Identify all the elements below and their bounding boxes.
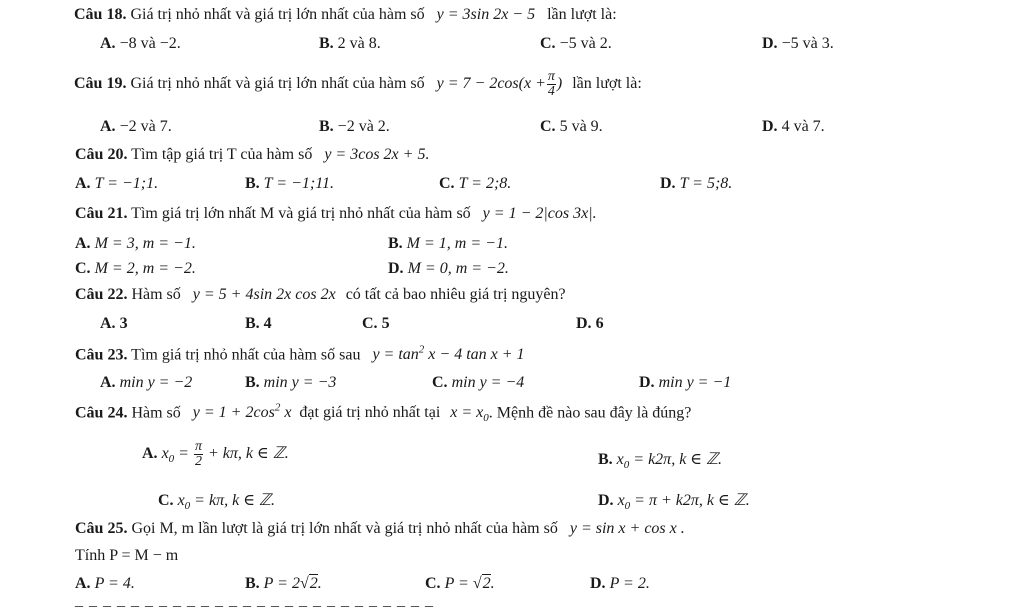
option-d[interactable] — [762, 35, 834, 53]
option-formula: P = 2√2. — [263, 575, 322, 592]
question-formula: y = 3cos 2x + 5. — [324, 146, 430, 163]
formula-superscript: 2 — [274, 402, 281, 414]
option-b[interactable] — [319, 35, 381, 53]
option-formula — [177, 492, 275, 513]
formula-part: y = tan — [372, 346, 419, 364]
option-b[interactable] — [245, 175, 334, 193]
formula-superscript: 2 — [418, 344, 425, 356]
question-text: Tìm giá trị nhỏ nhất của hàm số sau — [131, 346, 361, 364]
fraction-denominator: 2 — [194, 454, 202, 469]
option-label: C. — [439, 175, 455, 192]
option-label: A. — [100, 118, 116, 135]
option-d[interactable] — [762, 118, 825, 136]
option-text: −2 và 2. — [337, 118, 390, 135]
question-19 — [74, 70, 642, 99]
option-label: A. — [100, 315, 116, 332]
question-formula: y = sin x + cos x . — [569, 520, 685, 537]
option-label: A. — [75, 235, 91, 252]
question-24 — [75, 402, 691, 425]
option-label: A. — [75, 575, 91, 592]
option-d[interactable] — [388, 260, 509, 278]
question-number: Câu 21. — [75, 205, 128, 222]
question-number: Câu 24. — [75, 404, 128, 422]
option-label: D. — [598, 492, 614, 509]
option-b[interactable] — [245, 374, 336, 392]
option-c[interactable] — [75, 260, 196, 278]
option-text: min y = −2 — [119, 374, 193, 391]
option-a[interactable] — [75, 235, 196, 253]
option-c[interactable] — [425, 575, 495, 593]
question-number: Câu 19. — [74, 75, 127, 93]
option-label: D. — [660, 175, 676, 192]
formula-part: x — [617, 492, 625, 509]
option-b[interactable] — [245, 575, 322, 593]
option-b[interactable] — [319, 118, 390, 136]
option-label: C. — [158, 492, 174, 509]
question-text: Giá trị nhỏ nhất và giá trị lớn nhất của hàm số — [130, 75, 425, 93]
option-c[interactable] — [432, 374, 524, 392]
formula-part: x = x — [450, 404, 484, 422]
option-label: A. — [100, 35, 116, 52]
question-18 — [74, 6, 617, 24]
formula-part: x — [177, 492, 185, 509]
fraction-denominator: 4 — [547, 84, 555, 99]
option-formula — [616, 451, 723, 472]
option-text: −5 và 2. — [559, 35, 612, 52]
option-text: 4 — [263, 315, 272, 332]
formula-subscript: 0 — [184, 500, 191, 513]
option-text: M = 3, m = −1. — [94, 235, 196, 252]
option-label: D. — [639, 374, 655, 391]
option-text: 6 — [595, 315, 604, 332]
cut-off-next-line — [75, 592, 505, 609]
option-text: M = 2, m = −2. — [94, 260, 196, 277]
option-label: C. — [540, 35, 556, 52]
formula-part: = k2π, k ∈ ℤ. — [629, 451, 723, 468]
option-label: C. — [540, 118, 556, 135]
option-d[interactable] — [660, 175, 732, 193]
fraction — [194, 440, 203, 469]
option-text: T = −1;11. — [263, 175, 335, 192]
option-label: B. — [388, 235, 403, 252]
formula-part: . — [317, 575, 322, 592]
option-formula — [161, 439, 289, 469]
option-b[interactable] — [388, 235, 508, 253]
option-label: B. — [319, 35, 334, 52]
question-formula — [372, 346, 524, 363]
option-b[interactable] — [245, 315, 272, 333]
option-formula — [617, 492, 750, 513]
question-after: lần lượt là: — [547, 6, 617, 23]
question-number: Câu 23. — [75, 346, 128, 364]
option-text: min y = −3 — [263, 374, 337, 391]
formula-part: . — [490, 575, 495, 592]
option-d[interactable] — [598, 490, 750, 512]
question-number: Câu 20. — [75, 146, 128, 163]
option-text: −2 và 7. — [119, 118, 172, 135]
question-text: Tìm giá trị lớn nhất M và giá trị nhỏ nhất của hàm số — [131, 205, 471, 222]
question-text: Hàm số — [131, 286, 181, 303]
option-c[interactable] — [362, 315, 390, 333]
option-label: C. — [425, 575, 441, 592]
formula-part: x — [284, 404, 292, 422]
option-label: D. — [576, 315, 592, 332]
formula-part: = — [174, 445, 193, 463]
option-label: B. — [245, 374, 260, 391]
question-after-2: . Mệnh đề nào sau đây là đúng? — [488, 404, 692, 422]
cut-off-text: _ _ _ _ _ _ _ _ _ _ _ _ _ _ _ _ _ _ _ _ _ _ _ _ _ _ — [75, 592, 434, 609]
option-d[interactable] — [590, 575, 650, 593]
option-a[interactable] — [75, 175, 158, 193]
option-text: 5 — [381, 315, 390, 332]
option-text: M = 0, m = −2. — [407, 260, 509, 277]
option-b[interactable] — [598, 449, 722, 471]
option-a[interactable] — [100, 315, 128, 333]
option-c[interactable] — [158, 490, 275, 512]
option-text: T = 2;8. — [458, 175, 512, 192]
option-text: T = −1;1. — [94, 175, 159, 192]
formula-part: P = 2 — [263, 575, 300, 592]
formula-part: P = — [444, 575, 473, 592]
option-label: B. — [245, 315, 260, 332]
option-text: 4 và 7. — [781, 118, 825, 135]
option-label: A. — [142, 445, 158, 463]
question-after: đạt giá trị nhỏ nhất tại — [299, 404, 441, 422]
formula-part: x — [616, 451, 624, 468]
question-formula — [193, 404, 292, 421]
question-21 — [75, 205, 597, 223]
formula-subscript: 0 — [624, 500, 631, 513]
option-text: −8 và −2. — [119, 35, 181, 52]
fraction-numerator: π — [547, 69, 555, 84]
option-c[interactable] — [439, 175, 511, 193]
option-text: P = 4. — [94, 575, 135, 592]
option-c[interactable] — [540, 35, 612, 53]
option-label: A. — [100, 374, 116, 391]
formula-part: ) — [556, 75, 563, 93]
option-label: C. — [432, 374, 448, 391]
option-label: B. — [598, 451, 613, 468]
formula-subscript: 0 — [623, 459, 630, 472]
formula-part: = kπ, k ∈ ℤ. — [190, 492, 275, 509]
formula-subscript: 0 — [483, 412, 489, 425]
question-25 — [75, 520, 685, 538]
option-c[interactable] — [540, 118, 603, 136]
sqrt-radicand: 2 — [309, 575, 318, 592]
option-text: −5 và 3. — [781, 35, 834, 52]
question-text: Giá trị nhỏ nhất và giá trị lớn nhất của hàm số — [130, 6, 425, 23]
formula-part: = π + k2π, k ∈ ℤ. — [630, 492, 750, 509]
option-a[interactable] — [100, 374, 192, 392]
formula-part: + kπ, k ∈ ℤ. — [203, 445, 289, 463]
option-a[interactable] — [142, 440, 289, 469]
option-label: C. — [362, 315, 378, 332]
option-d[interactable] — [576, 315, 604, 333]
option-text: 5 và 9. — [559, 118, 603, 135]
question-formula: y = 1 − 2|cos 3x|. — [482, 205, 597, 222]
option-label: D. — [388, 260, 404, 277]
option-label: D. — [762, 35, 778, 52]
question-22 — [75, 286, 566, 304]
option-text: P = 2. — [609, 575, 650, 592]
formula-part: y = 7 − 2cos(x + — [436, 75, 546, 93]
question-number: Câu 22. — [75, 286, 128, 303]
question-after: có tất cả bao nhiêu giá trị nguyên? — [345, 286, 566, 303]
option-a[interactable] — [100, 118, 172, 136]
formula-part: y = 1 + 2cos — [192, 404, 275, 422]
question-text: Tìm tập giá trị T của hàm số — [131, 146, 313, 163]
question-text: Hàm số — [131, 404, 181, 422]
question-formula — [436, 69, 567, 99]
fraction — [547, 70, 556, 99]
question-number: Câu 25. — [75, 520, 128, 537]
question-formula-2 — [450, 404, 489, 425]
fraction-numerator: π — [194, 439, 202, 454]
question-number: Câu 18. — [74, 6, 127, 23]
option-text: 3 — [119, 315, 128, 332]
formula-subscript: 0 — [168, 453, 175, 466]
question-text: Gọi M, m lần lượt là giá trị lớn nhất và giá trị nhỏ nhất của hàm số — [131, 520, 558, 537]
option-text: T = 5;8. — [679, 175, 733, 192]
sqrt-radicand: 2 — [482, 575, 491, 592]
option-d[interactable] — [639, 374, 731, 392]
formula-part: x — [161, 445, 169, 463]
question-23 — [75, 344, 525, 364]
option-formula: P = √2. — [444, 575, 495, 592]
option-label: D. — [762, 118, 778, 135]
question-formula: y = 3sin 2x − 5 — [436, 6, 536, 23]
option-label: B. — [245, 575, 260, 592]
formula-part: x − 4 tan x + 1 — [428, 346, 525, 364]
question-after: lần lượt là: — [572, 75, 642, 93]
option-text: min y = −4 — [451, 374, 525, 391]
question-20 — [75, 146, 429, 164]
option-a[interactable] — [75, 575, 135, 593]
question-formula: y = 5 + 4sin 2x cos 2x — [192, 286, 336, 303]
option-label: D. — [590, 575, 606, 592]
question-25-line2: Tính P = M − m — [75, 547, 179, 564]
option-label: A. — [75, 175, 91, 192]
option-label: B. — [319, 118, 334, 135]
option-label: B. — [245, 175, 260, 192]
option-text: min y = −1 — [658, 374, 732, 391]
option-label: C. — [75, 260, 91, 277]
option-text: 2 và 8. — [337, 35, 381, 52]
option-a[interactable] — [100, 35, 181, 53]
option-text: M = 1, m = −1. — [406, 235, 508, 252]
